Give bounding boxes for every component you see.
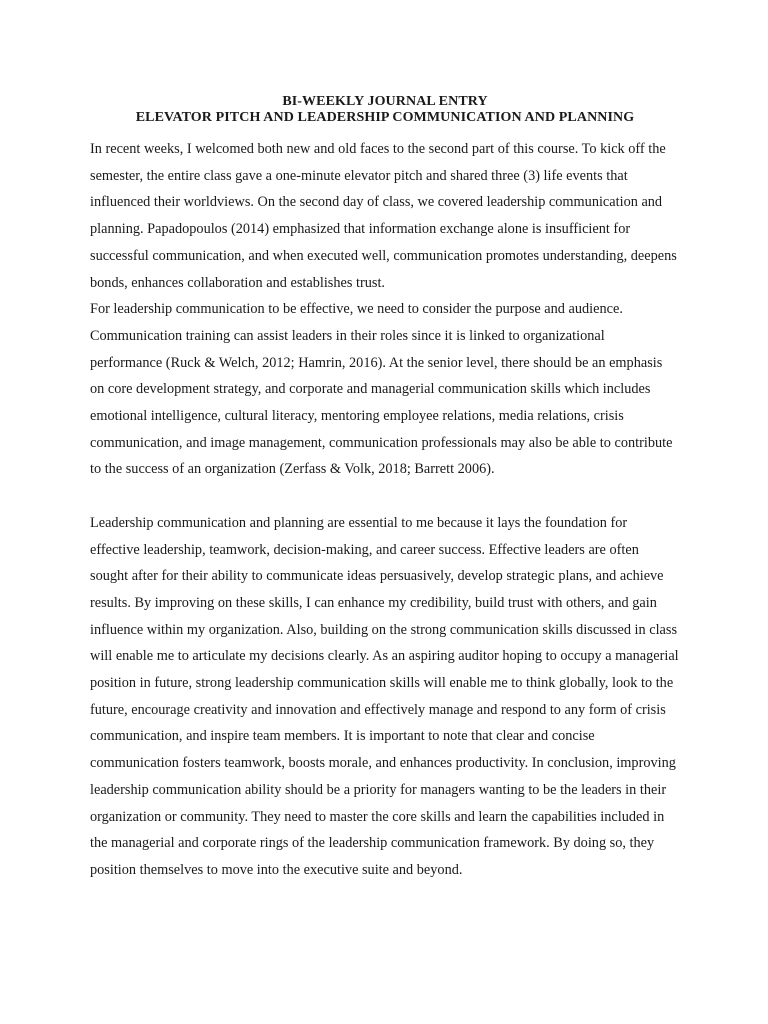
paragraph-2: For leadership communication to be effective, we need to consider the purpose and audience. Communication training can assist leaders in their roles since it is linked to organizational performance (Ruck & Welch, 2012; Hamrin, 2016). At the senior level, there should be an emphasis on core development strategy, and corporate and managerial communication skills which includes emotional intelligence, cultural literacy, mentoring employee relations, media relations, crisis communication, and image management, communication professionals may also be able to contribute to the success of an organization (Zerfass & Volk, 2018; Barrett 2006). <box>90 301 673 478</box>
document-title: BI-WEEKLY JOURNAL ENTRY <box>282 94 488 109</box>
paragraph-3: Leadership communication and planning are essential to me because it lays the foundation for effective leadership, teamwork, decision-making, and career success. Effective leaders are often sought after for their ability to communicate ideas persuasively, develop strategic plans, and achieve results. By improving on these skills, I can enhance my credibility, build trust with others, and gain influence within my organization. Also, building on the strong communication skills discussed in class will enable me to articulate my decisions clearly. As an aspiring auditor hoping to occupy a managerial position in future, strong leadership communication skills will enable me to think globally, look to the future, encourage creativity and innovation and effectively manage and respond to any form of crisis communication, and inspire team members. It is important to note that clear and concise communication fosters teamwork, boosts morale, and enhances productivity. In conclusion, improving leadership communication ability should be a priority for managers wanting to be the leaders in their organization or community. They need to master the core skills and learn the capabilities included in the managerial and corporate rings of the leadership communication framework. By doing so, they position themselves to move into the executive suite and beyond. <box>90 514 679 878</box>
paragraph-1: In recent weeks, I welcomed both new and old faces to the second part of this course. To kick off the semester, the entire class gave a one-minute elevator pitch and shared three (3) life events that influenced their worldviews. On the second day of class, we covered leadership communication and planning. Papadopoulos (2014) emphasized that information exchange alone is insufficient for successful communication, and when executed well, communication promotes understanding, deepens bonds, enhances collaboration and establishes trust. <box>90 141 677 291</box>
document-subtitle: ELEVATOR PITCH AND LEADERSHIP COMMUNICATION AND PLANNING <box>135 110 635 125</box>
title-block <box>90 94 680 126</box>
paragraph-spacer <box>90 483 680 510</box>
document-page <box>90 94 680 884</box>
